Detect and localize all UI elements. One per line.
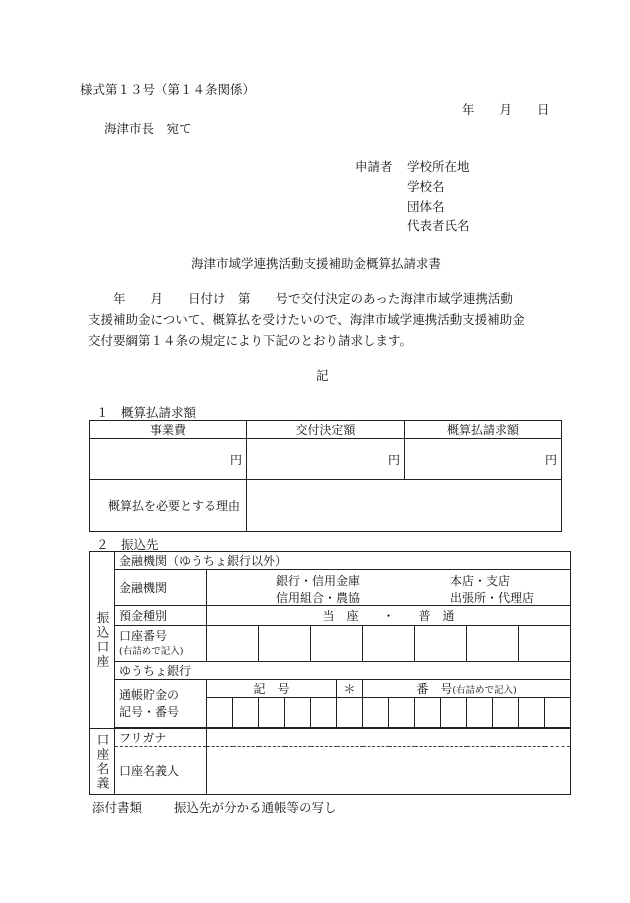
unit-yen: 円 — [544, 452, 557, 467]
bank-label: 金融機関 — [115, 570, 207, 606]
furigana-input[interactable] — [207, 729, 571, 747]
passbook-label-1: 通帳貯金の — [119, 687, 180, 702]
symbol-digit-3[interactable] — [259, 698, 285, 728]
account-number-note: (右詰めで記入) — [119, 645, 184, 657]
document-title: 海津市域学連携活動支援補助金概算払請求書 — [191, 256, 442, 271]
deposit-type-options[interactable]: 当 座 ・ 普 通 — [207, 606, 571, 626]
unit-yen: 円 — [229, 452, 242, 467]
branch-types-2: 出張所・代理店 — [450, 590, 535, 605]
col-header-request-amount: 概算払請求額 — [405, 421, 562, 439]
number-digit-8[interactable] — [545, 698, 571, 728]
bank-types-2: 信用組合・農協 — [276, 590, 361, 605]
addressee: 海津市長 宛て — [104, 121, 192, 136]
number-digit-3[interactable] — [415, 698, 441, 728]
col-header-decision-amount: 交付決定額 — [247, 421, 405, 439]
account-digit-7[interactable] — [519, 626, 571, 662]
asterisk-digit[interactable] — [337, 698, 363, 728]
account-digit-5[interactable] — [415, 626, 467, 662]
applicant-label: 申請者 — [355, 159, 393, 174]
symbol-digit-2[interactable] — [233, 698, 259, 728]
passbook-label-2: 記号・番号 — [119, 704, 180, 719]
body-line-3: 交付要綱第１４条の規定により下記のとおり請求します。 — [88, 333, 413, 348]
symbol-digit-5[interactable] — [311, 698, 337, 728]
number-digit-5[interactable] — [467, 698, 493, 728]
form-number: 様式第１３号（第１４条関係） — [80, 82, 256, 97]
account-holder-input[interactable] — [207, 747, 571, 795]
side-label-transfer-account: 振込口座 — [90, 552, 115, 729]
symbol-digit-1[interactable] — [207, 698, 233, 728]
number-digit-4[interactable] — [441, 698, 467, 728]
number-digit-7[interactable] — [519, 698, 545, 728]
number-label-text: 番 号 — [416, 682, 453, 696]
ki-label: 記 — [316, 368, 329, 383]
body-line-2: 支援補助金について、概算払を受けたいので、海津市域学連携活動支援補助金 — [88, 312, 525, 327]
attachments-label: 添付書類 — [92, 800, 143, 815]
body-text — [88, 288, 578, 351]
furigana-label: フリガナ — [115, 729, 207, 747]
account-holder-label: 口座名義人 — [115, 747, 207, 795]
side-label-account-holder: 口座名義 — [90, 729, 115, 795]
account-digit-3[interactable] — [311, 626, 363, 662]
asterisk-label: ＊ — [337, 680, 363, 698]
number-digit-2[interactable] — [389, 698, 415, 728]
decision-amount-cell[interactable] — [247, 439, 405, 480]
branch-types-1: 本店・支店 — [450, 573, 511, 588]
account-number-label-text: 口座番号 — [119, 628, 168, 643]
account-digit-1[interactable] — [207, 626, 259, 662]
attachments-text: 振込先が分かる通帳等の写し — [174, 800, 337, 815]
bank-name-cell[interactable] — [207, 570, 571, 606]
symbol-label: 記 号 — [207, 680, 337, 698]
number-digit-1[interactable] — [363, 698, 389, 728]
applicant-field-representative: 代表者氏名 — [407, 218, 470, 233]
account-digit-4[interactable] — [363, 626, 415, 662]
yucho-header: ゆうちょ銀行 — [115, 662, 571, 680]
body-line-1: 年 月 日付け 第 号で交付決定のあった海津市域学連携活動 — [88, 291, 513, 306]
section1-heading: １ 概算払請求額 — [96, 405, 197, 420]
project-cost-cell[interactable] — [90, 439, 247, 480]
deposit-type-label: 預金種別 — [115, 606, 207, 626]
account-digit-2[interactable] — [259, 626, 311, 662]
reason-label: 概算払を必要とする理由 — [90, 480, 247, 532]
number-digit-6[interactable] — [493, 698, 519, 728]
applicant-field-group: 団体名 — [407, 199, 445, 214]
applicant-field-address: 学校所在地 — [407, 159, 470, 174]
bank-types-1: 銀行・信用金庫 — [276, 573, 361, 588]
request-amount-cell[interactable] — [405, 439, 562, 480]
passbook-label — [115, 680, 207, 728]
account-digit-6[interactable] — [467, 626, 519, 662]
number-label — [363, 680, 571, 698]
date-line: 年 月 日 — [462, 102, 550, 117]
symbol-digit-4[interactable] — [285, 698, 311, 728]
applicant-field-school: 学校名 — [407, 179, 445, 194]
request-amount-table — [89, 420, 562, 532]
bank-transfer-table — [89, 551, 571, 795]
unit-yen: 円 — [387, 452, 400, 467]
reason-input-cell[interactable] — [247, 480, 562, 532]
number-note: (右詰めで記入) — [452, 685, 517, 696]
section2-heading: ２ 振込先 — [96, 537, 159, 552]
account-number-label — [115, 626, 207, 662]
col-header-project-cost: 事業費 — [90, 421, 247, 439]
bank-header: 金融機関（ゆうちょ銀行以外） — [115, 552, 571, 570]
